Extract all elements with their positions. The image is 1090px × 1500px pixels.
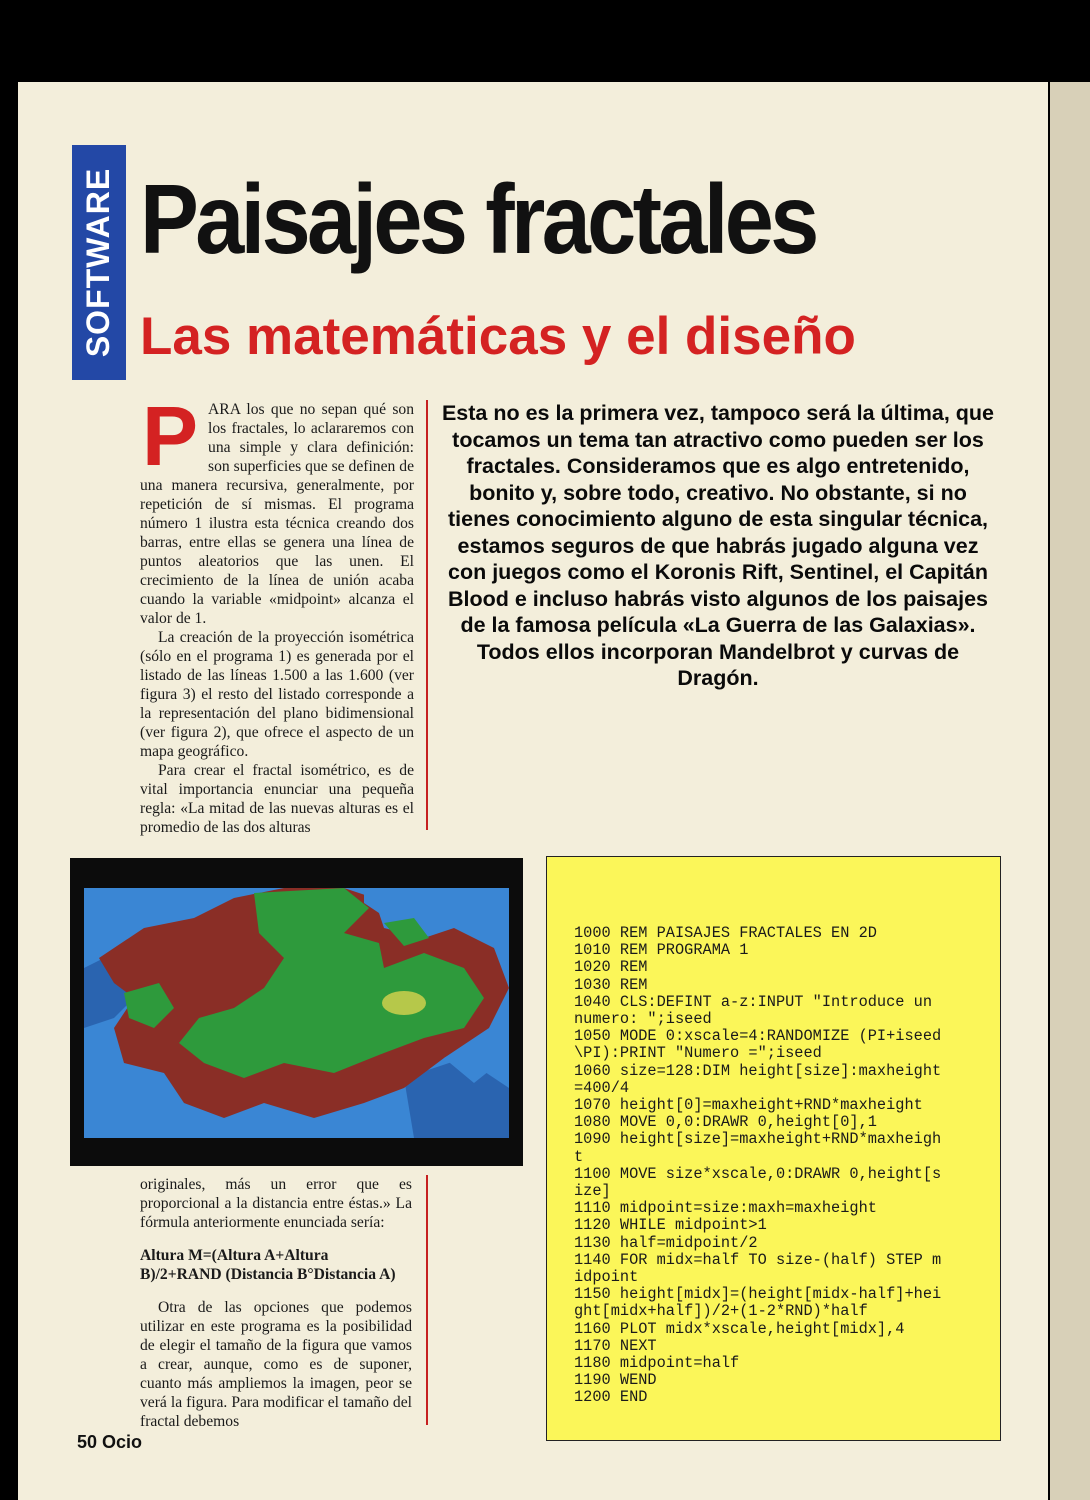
- body-paragraph-4: originales, más un error que es proporcional a la distancia entre éstas.» La fórmula anteriormente enunciada sería:: [140, 1176, 412, 1231]
- body-paragraph-2: La creación de la proyección isométrica (sólo en el programa 1) es generada por el listado de las líneas 1.500 a las 1.600 (ver figura 3) el resto del listado corresponde a la representación del plano bidimensional (ver figura 2), que ofrece el aspecto de un mapa geográfico.: [140, 629, 414, 760]
- drop-cap: P: [142, 389, 199, 483]
- listing-code: 1000 REM PAISAJES FRACTALES EN 2D 1010 REM PROGRAMA 1 1020 REM 1030 REM 1040 CLS:DEFINT a-z:INPUT "Introduce un numero: ";iseed 1050 MODE 0:xscale=4:RANDOMIZE (PI+iseed \PI):PRINT "Numero =";iseed 1060 size=128:DIM height[size]:maxheight =400/4 1070 height[0]=maxheight+RND*maxheight 1080 MOVE 0,0:DRAWR 0,height[0],1 1090 height[size]=maxheight+RND*maxheigh t 1100 MOVE size*xscale,0:DRAWR 0,height[s ize] 1110 midpoint=size:maxh=maxheight 1120 WHILE midpoint>1 1130 half=midpoint/2 1140 FOR midx=half TO size-(half) STEP m idpoint 1150 height[midx]=(height[midx-half]+hei ght[midx+half])/2+(1-2*RND)*half 1160 PLOT midx*xscale,height[midx],4 1170 NEXT 1180 midpoint=half 1190 WEND 1200 END: [574, 924, 942, 1407]
- article-subtitle: Las matemáticas y el diseño: [140, 307, 856, 366]
- column-divider-bottom: [426, 1175, 428, 1425]
- body-column-2: [140, 1175, 412, 1431]
- fractal-map-screenshot: [70, 858, 523, 1166]
- fractal-map-image: [84, 888, 509, 1138]
- column-divider-top: [426, 400, 428, 830]
- body-paragraph-3: Para crear el fractal isométrico, es de vital importancia enunciar una pequeña regla: «La mitad de las nuevas alturas es el promedio de las dos alturas: [140, 762, 414, 836]
- body-column-1: [140, 389, 414, 837]
- section-tab-label: SOFTWARE: [80, 167, 117, 358]
- intro-paragraph: Esta no es la primera vez, tampoco será la última, que tocamos un tema tan atractivo como pueden ser los fractales. Consideramos que es algo entretenido, bonito y, sobre todo, creativo. No obstante, si no tienes conocimiento alguno de esta singular técnica, estamos seguros de que habrás jugado alguna vez con juegos como el Koronis Rift, Sentinel, el Capitán Blood e incluso habrás visto algunos de los paisajes de la famosa película «La Guerra de las Galaxias». Todos ellos incorporan Mandelbrot y curvas de Dragón.: [441, 401, 995, 690]
- body-paragraph-1: ARA los que no sepan qué son los fractales, lo aclararemos con una simple y clara definición: son superficies que se definen de una manera recursiva, generalmente, por repetición de sí mismas. El programa número 1 ilustra esta técnica creando dos barras, entre ellas se genera una línea de puntos aleatorios que las unen. El crecimiento de la línea de unión acaba cuando la variable «midpoint» alcanza el valor de 1.: [140, 401, 414, 627]
- next-page-edge: [1050, 82, 1090, 1500]
- section-tab: [72, 145, 126, 380]
- map-peak: [382, 991, 426, 1015]
- page-number: 50 Ocio: [77, 1432, 143, 1452]
- body-paragraph-5: Otra de las opciones que podemos utilizar en este programa es la posibilidad de elegir el tamaño de la figura que vamos a crear, aunque, como es de suponer, cuanto más ampliemos la imagen, peor se verá la figura. Para modificar el tamaño del fractal debemos: [140, 1299, 412, 1430]
- article-title: Paisajes fractales: [140, 164, 816, 274]
- height-formula: Altura M=(Altura A+Altura B)/2+RAND (Distancia B°Distancia A): [140, 1247, 396, 1283]
- basic-program-listing: [546, 856, 1001, 1441]
